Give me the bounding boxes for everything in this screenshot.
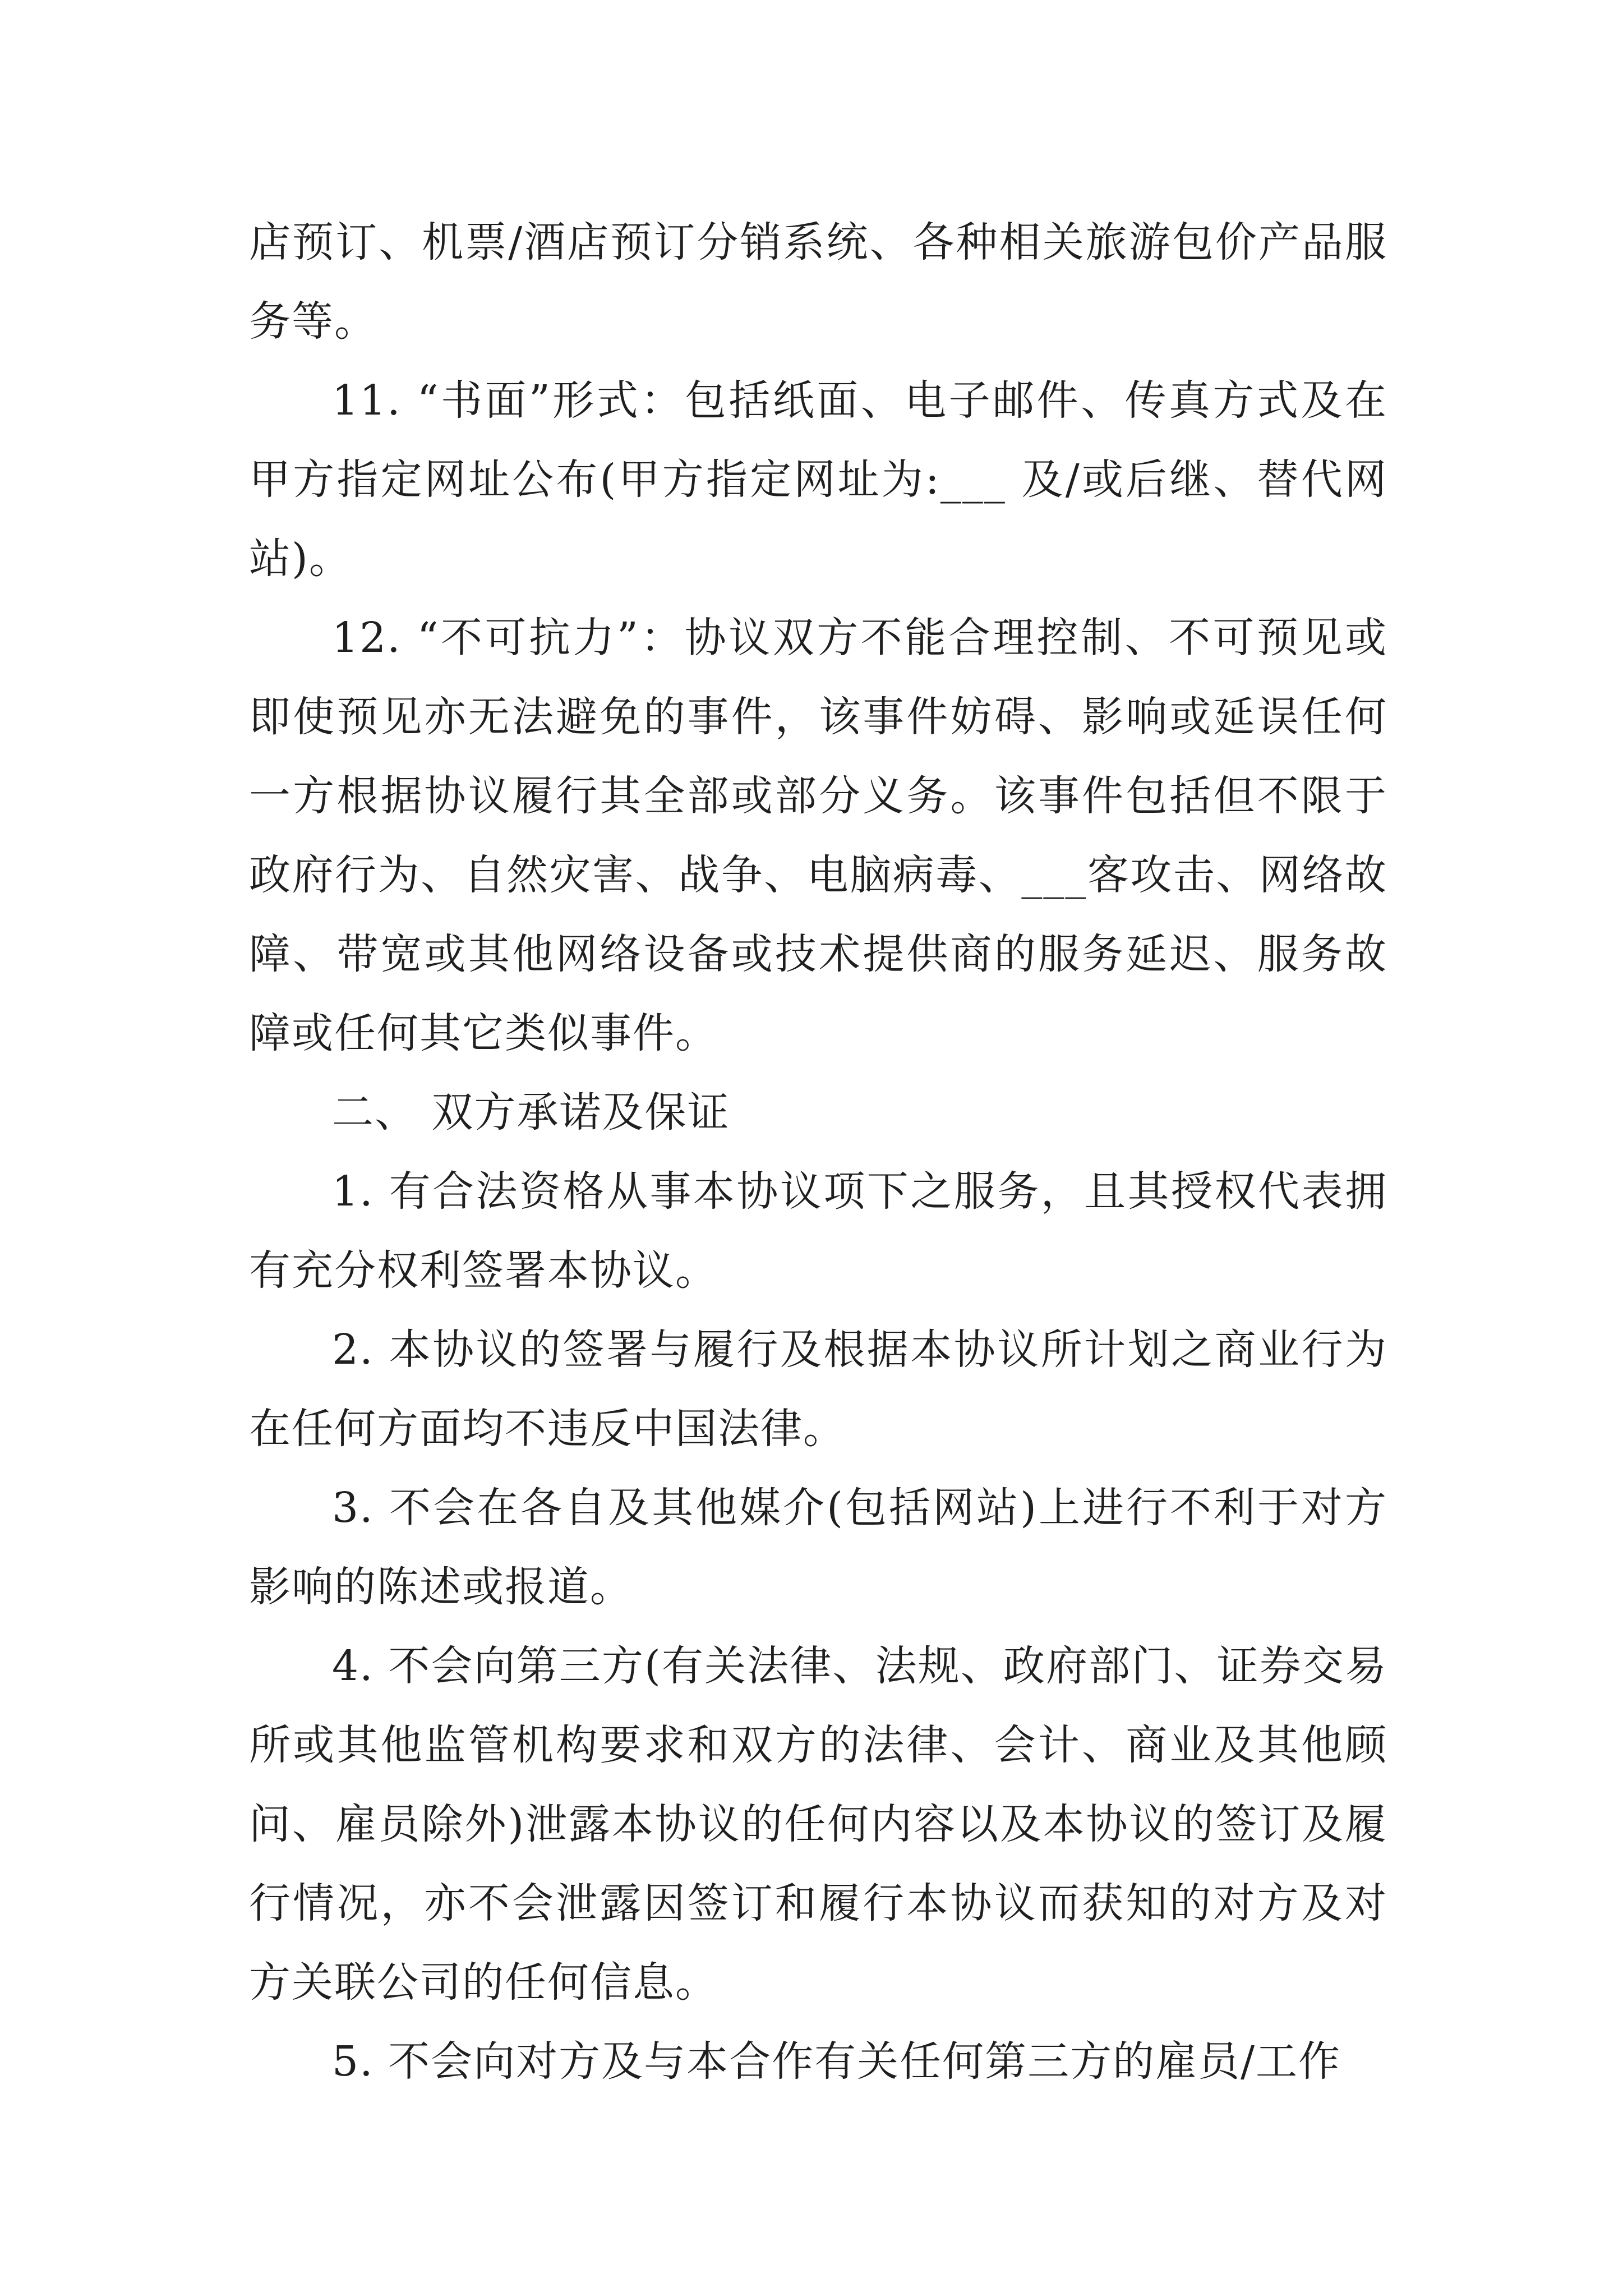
commitment-3: 3. 不会在各自及其他媒介(包括网站)上进行不利于对方影响的陈述或报道。 xyxy=(249,1484,1387,1611)
definition-11-written-form: 11. “书面”形式：包括纸面、电子邮件、传真方式及在甲方指定网址公布(甲方指定网址为:___ 及/或后继、替代网站)。 xyxy=(249,376,1387,583)
commitment-2: 2. 本协议的签署与履行及根据本协议所计划之商业行为在任何方面均不违反中国法律。 xyxy=(249,1326,1387,1453)
commitment-1: 1. 有合法资格从事本协议项下之服务，且其授权代表拥有充分权利签署本协议。 xyxy=(249,1167,1387,1295)
paragraph-continuation: 店预订、机票/酒店预订分销系统、各种相关旅游包价产品服务等。 xyxy=(249,218,1387,346)
commitment-5: 5. 不会向对方及与本合作有关任何第三方的雇员/工作 xyxy=(332,2037,1341,2086)
commitment-4: 4. 不会向第三方(有关法律、法规、政府部门、证券交易所或其他监管机构要求和双方的法律、会计、商业及其他顾问、雇员除外)泄露本协议的任何内容以及本协议的签订及履行情况，亦不会泄露因签订和履行本协议而获知的对方及对方关联公司的任何信息。 xyxy=(249,1642,1387,2007)
document-body xyxy=(249,203,1387,2101)
section-heading-commitments: 二、 双方承诺及保证 xyxy=(332,1088,730,1137)
definition-12-force-majeure: 12. “不可抗力”：协议双方不能合理控制、不可预见或即使预见亦无法避免的事件，该事件妨碍、影响或延误任何一方根据协议履行其全部或部分义务。该事件包括但不限于政府行为、自然灾害、战争、电脑病毒、___客攻击、网络故障、带宽或其他网络设备或技术提供商的服务延迟、服务故障或任何其它类似事件。 xyxy=(249,614,1387,1057)
